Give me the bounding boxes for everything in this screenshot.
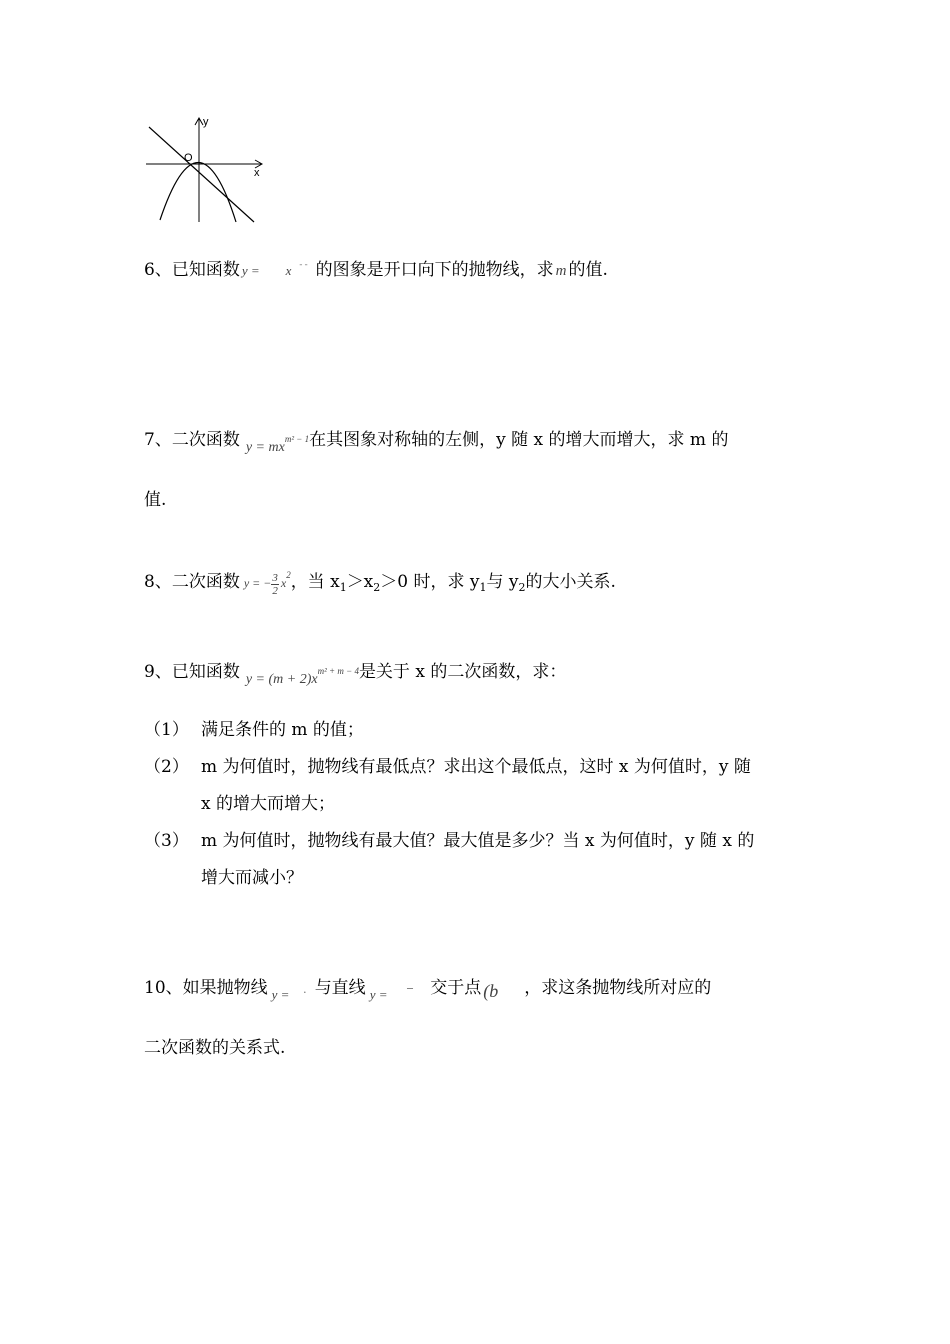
q8-text-4: 与 y — [486, 572, 519, 592]
q6-formula-lhs: y = — [241, 263, 260, 278]
q8-text-5: 的大小关系. — [525, 572, 616, 592]
q7-suffix: 在其图象对称轴的左侧，y 随 x 的增大而增大，求 m 的 — [309, 430, 729, 450]
q8-formula-lhs: y = − — [243, 576, 272, 590]
q8-formula-x: x — [280, 576, 287, 590]
question-7 — [144, 425, 728, 456]
q6-formula-exp: - - — [299, 259, 308, 269]
q9-item-3-text: m 为何值时，抛物线有最大值？最大值是多少？当 x 为何值时，y 随 x 的 — [201, 831, 755, 851]
q9-item-2-text-line-2: x 的增大而增大； — [201, 794, 335, 814]
q8-fraction — [271, 572, 279, 597]
question-9 — [144, 657, 566, 688]
q7-prefix: 7、二次函数 — [144, 430, 240, 450]
q6-prefix: 6、已知函数 — [144, 260, 240, 280]
q10-formula-1: y = — [271, 987, 290, 1002]
q6-formula-x: x — [285, 263, 292, 278]
q9-prefix: 9、已知函数 — [144, 662, 240, 682]
q9-item-2-num: （2） — [144, 757, 189, 777]
q8-formula — [243, 570, 291, 597]
q9-item-1-num: （1） — [144, 720, 189, 740]
parabola-line-graph — [142, 112, 267, 227]
q6-suffix-2: 的值. — [568, 260, 608, 280]
q9-item-3-text-line-2: 增大而减小？ — [201, 868, 303, 888]
q8-prefix: 8、二次函数 — [144, 572, 240, 592]
question-10 — [144, 973, 711, 1003]
q10-formula-1-tail: . — [303, 981, 307, 996]
x-axis-label: x — [254, 167, 260, 179]
question-7-line-2: 值. — [144, 490, 167, 510]
q9-formula-exp: m² + m − 4 — [317, 666, 359, 676]
q9-item-3-num: （3） — [144, 831, 189, 851]
question-10-line-2: 二次函数的关系式. — [144, 1038, 286, 1058]
origin-label: O — [184, 152, 193, 164]
q6-var-m: m — [555, 263, 567, 279]
q8-frac-den: 2 — [272, 584, 278, 597]
q8-text-1: ，当 x — [290, 572, 340, 592]
q8-text-3: ＞0 时，求 y — [380, 572, 480, 592]
y-axis-label: y — [203, 116, 209, 128]
q7-formula — [245, 434, 310, 455]
q8-formula-exp: 2 — [286, 570, 291, 580]
q10-mid-1: 与直线 — [314, 978, 366, 998]
q10-point: (b — [483, 981, 499, 1001]
q10-formula-2-tail: − — [405, 981, 415, 996]
q8-sub-3: 1 — [479, 581, 487, 594]
q9-formula-lhs: y = (m + 2)x — [245, 672, 318, 687]
question-8 — [144, 567, 616, 597]
q10-formula-2: y = — [369, 987, 388, 1002]
q8-sub-4: 2 — [518, 581, 526, 594]
q8-text-2: ＞x — [346, 572, 374, 592]
q9-suffix: 是关于 x 的二次函数，求： — [358, 662, 567, 682]
q8-sub-1: 1 — [339, 581, 347, 594]
q7-formula-exp: m² − 1 — [284, 434, 310, 444]
question-6 — [144, 255, 608, 280]
q10-prefix: 10、如果抛物线 — [144, 978, 268, 998]
q8-frac-num: 3 — [272, 571, 278, 584]
q10-mid-2: 交于点 — [430, 978, 482, 998]
q9-item-2-text: m 为何值时，抛物线有最低点？求出这个最低点，这时 x 为何值时，y 随 — [201, 757, 751, 777]
q10-suffix: ，求这条抛物线所对应的 — [524, 978, 712, 998]
q8-sub-2: 2 — [373, 581, 381, 594]
q7-formula-lhs: y = mx — [245, 440, 285, 455]
q9-item-1-text: 满足条件的 m 的值； — [201, 720, 364, 740]
q9-formula — [245, 666, 359, 687]
q6-suffix-1: 的图象是开口向下的抛物线，求 — [315, 260, 554, 280]
